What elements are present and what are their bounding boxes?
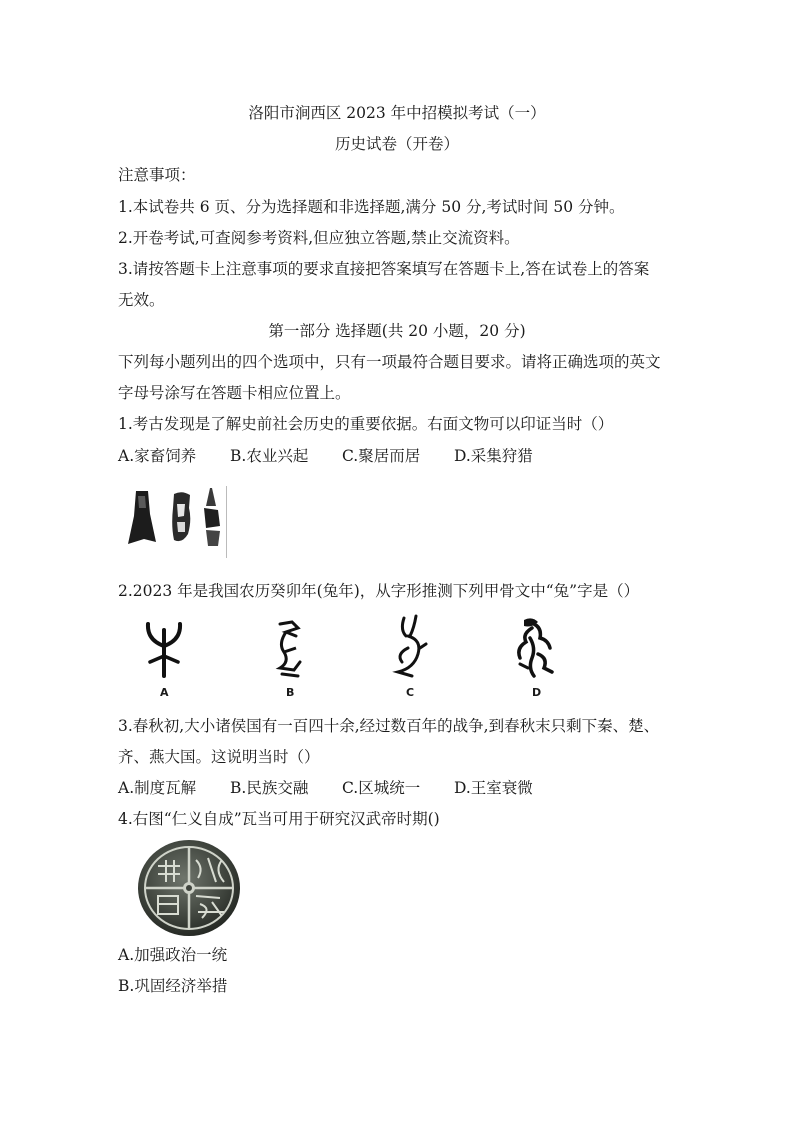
q1-option-c: C.聚居而居: [342, 447, 421, 465]
q3-option-c: C.区城统一: [342, 779, 421, 797]
q4-option-a: A.加强政治一统: [118, 946, 228, 964]
q3-stem: 3.春秋初,大小诸侯国有一百四十余,经过数百年的战争,到春秋末只剩下秦、楚、: [118, 717, 660, 735]
q3-stem: 齐、燕大国。这说明当时（）: [118, 748, 320, 766]
glyph-label-a: A: [160, 686, 169, 699]
roof-tile-end-icon: [136, 838, 242, 938]
notice-item: 无效。: [118, 291, 165, 309]
glyph-label-c: C: [406, 686, 415, 699]
q3-option-a: A.制度瓦解: [118, 779, 197, 797]
q3-option-d: D.王室衰微: [454, 779, 533, 797]
oracle-glyph-c-icon: [392, 614, 428, 680]
q3-option-b: B.民族交融: [230, 779, 309, 797]
glyph-label-b: B: [286, 686, 295, 699]
q1-stem: 1.考古发现是了解史前社会历史的重要依据。右面文物可以印证当时（）: [118, 415, 614, 433]
glyph-label-d: D: [532, 686, 542, 699]
oracle-glyph-d-icon: [512, 614, 556, 680]
notice-item: 3.请按答题卡上注意事项的要求直接把答案填写在答题卡上,答在试卷上的答案: [118, 260, 650, 278]
q3-options: [118, 778, 533, 798]
notice-item: 1.本试卷共 6 页、分为选择题和非选择题,满分 50 分,考试时间 50 分钟。: [118, 198, 625, 216]
q1-option-a: A.家畜饲养: [118, 447, 197, 465]
q2-stem: 2.2023 年是我国农历癸卯年(兔年)，从字形推测下列甲骨文中“兔”字是（）: [118, 582, 640, 600]
q1-option-d: D.采集狩猎: [454, 447, 533, 465]
part1-instruction: 字母号涂写在答题卡相应位置上。: [118, 384, 351, 402]
notice-heading: 注意事项：: [118, 166, 196, 184]
part1-instruction: 下列每小题列出的四个选项中，只有一项最符合题目要求。请将正确选项的英文: [118, 353, 661, 371]
oracle-glyph-a-icon: [142, 620, 186, 678]
notice-item: 2.开卷考试,可查阅参考资料,但应独立答题,禁止交流资料。: [118, 229, 520, 247]
oracle-glyph-b-icon: [272, 618, 308, 680]
exam-subtitle: 历史试卷（开卷）: [334, 135, 459, 153]
q1-option-b: B.农业兴起: [230, 447, 309, 465]
exam-title: 洛阳市涧西区 2023 年中招模拟考试（一）: [248, 104, 546, 122]
part1-heading: 第一部分 选择题(共 20 小题，20 分): [268, 322, 526, 340]
q4-stem: 4.右图“仁义自成”瓦当可用于研究汉武帝时期(): [118, 810, 440, 828]
q1-options: [118, 446, 533, 466]
q4-option-b: B.巩固经济举措: [118, 977, 228, 995]
stone-tools-icon: [126, 486, 230, 558]
